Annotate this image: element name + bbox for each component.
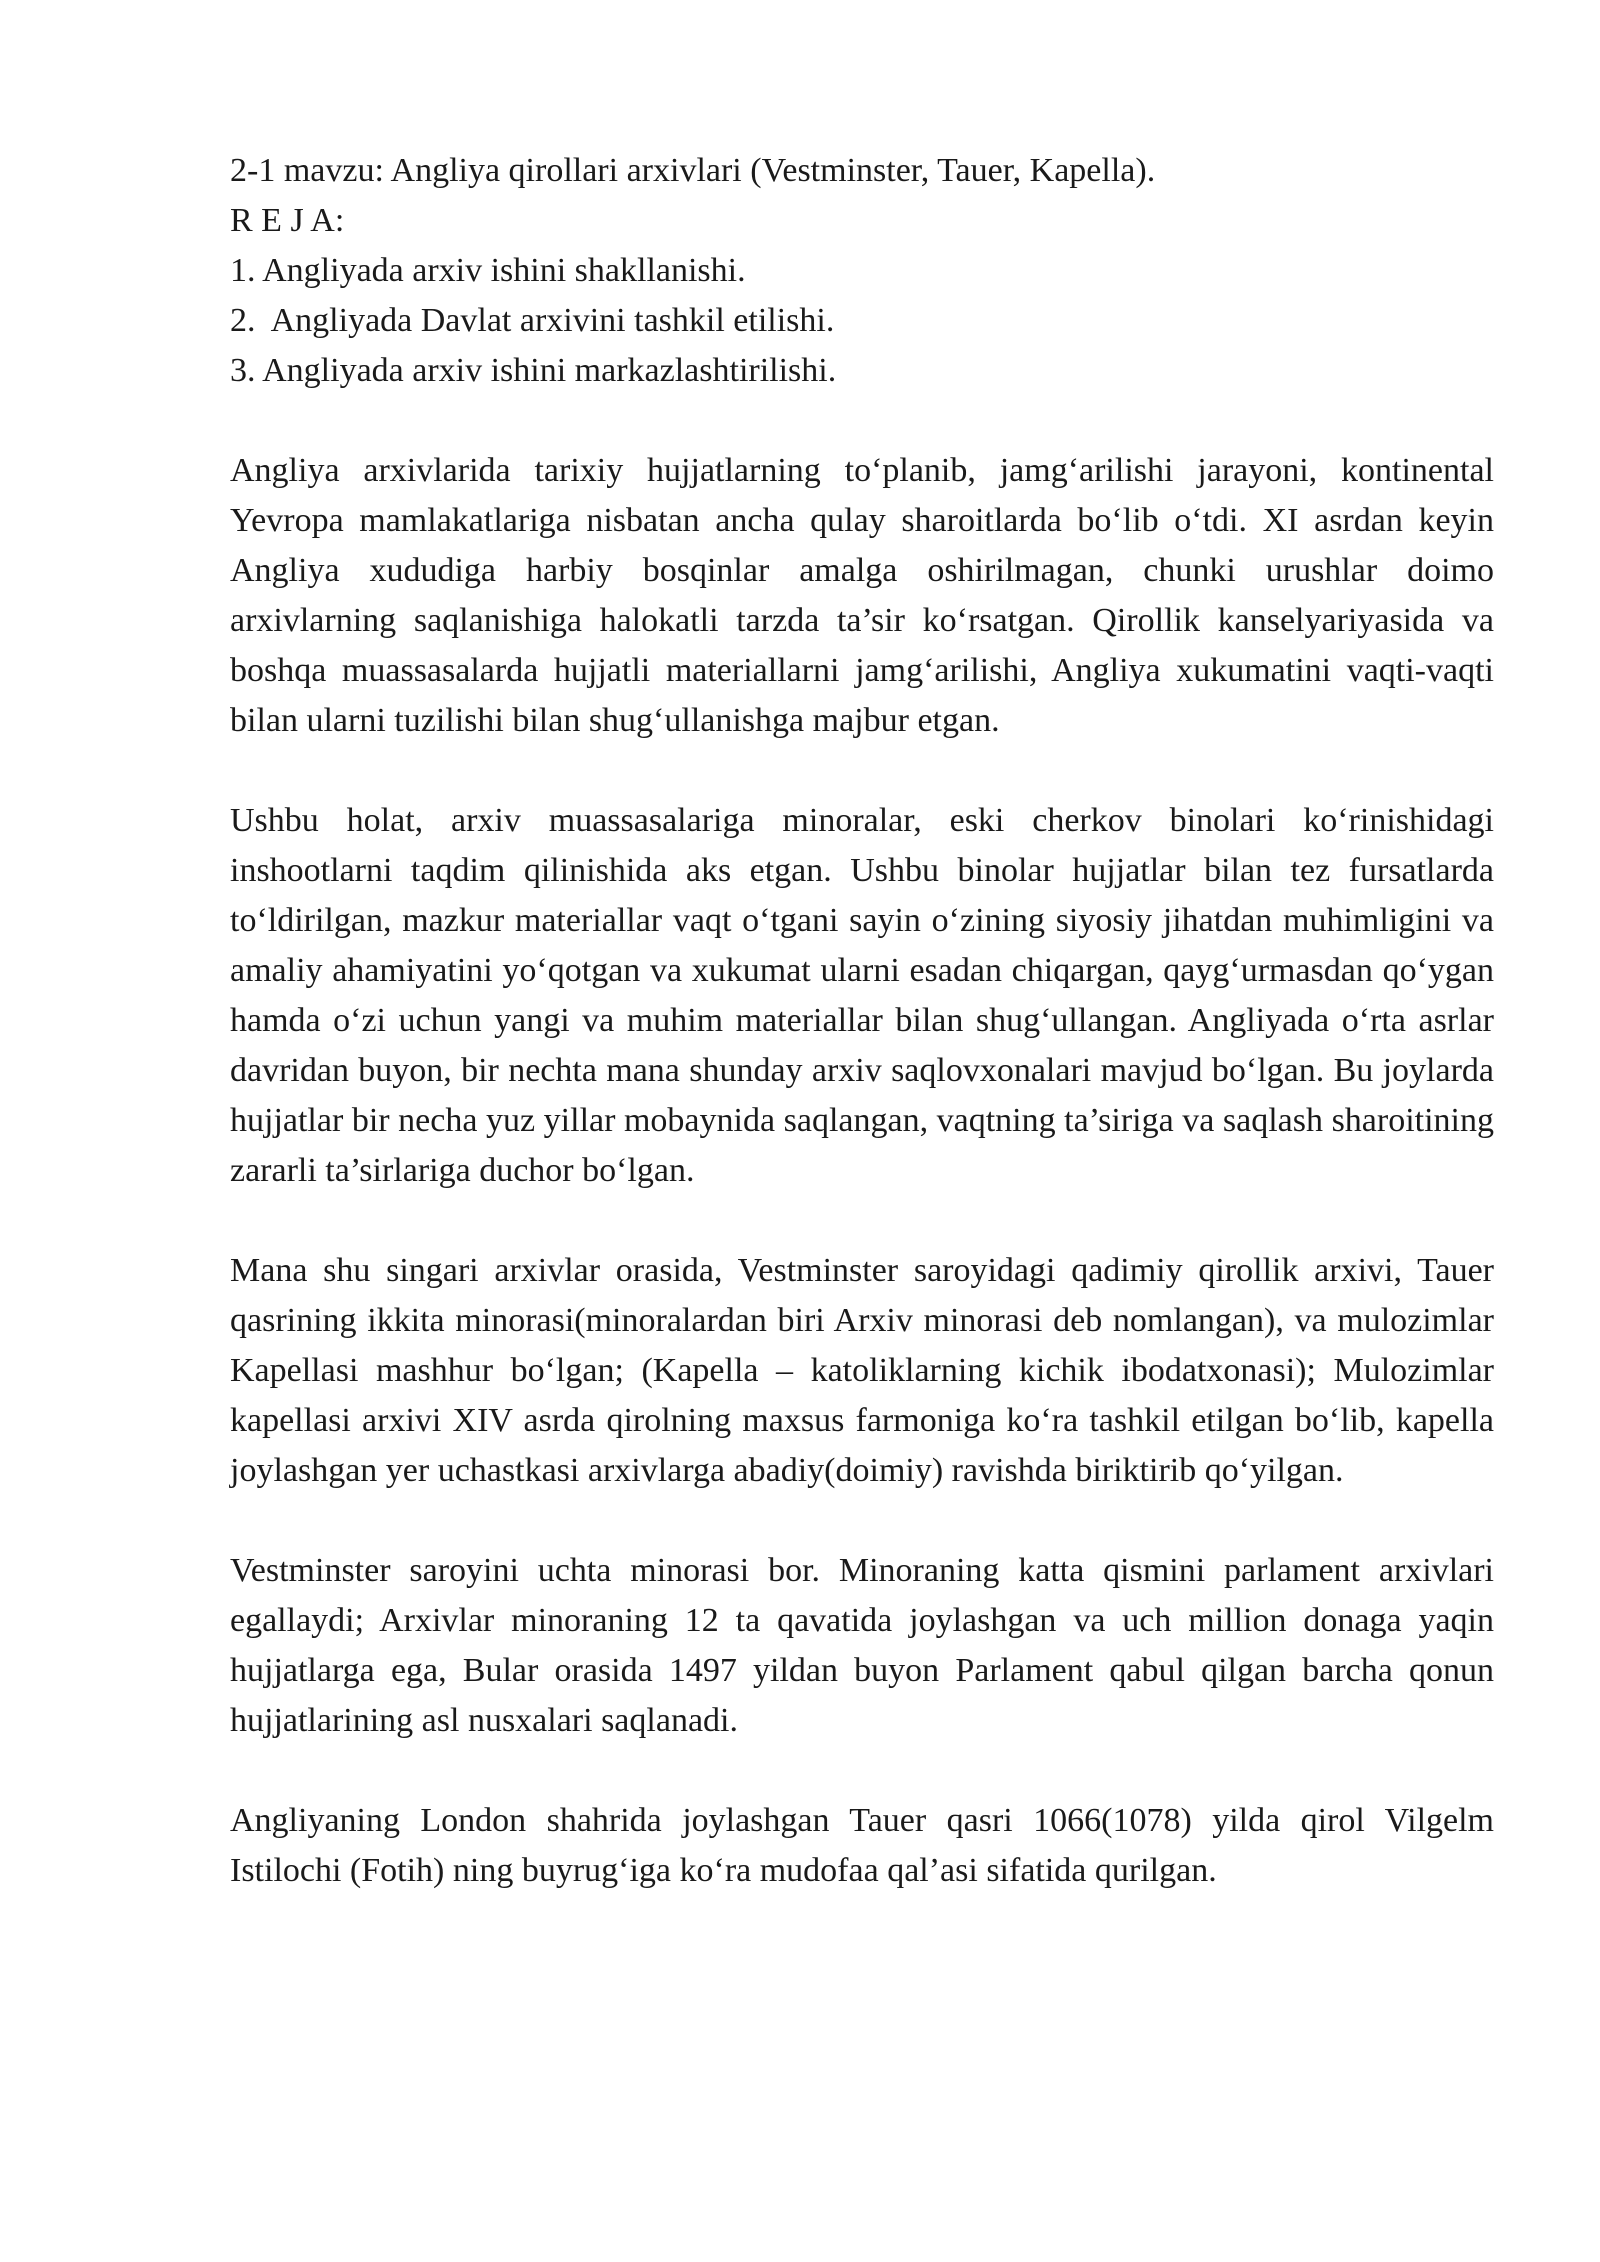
plan-list (230, 246, 1494, 396)
body-paragraph: Mana shu singari arxivlar orasida, Vestminster saroyidagi qadimiy qirollik arxivi, Tauer qasrining ikkita minorasi(minoralardan biri Arxiv minorasi deb nomlangan), va mulozimlar Kapellasi mashhur bo‘lgan; (Kapella – katoliklarning kichik ibodatxonasi); Mulozimlar kapellasi arxivi XIV asrda qirolning maxsus farmoniga ko‘ra tashkil etilgan bo‘lib, kapella joylashgan yer uchastkasi arxivlarga abadiy(doimiy) ravishda biriktirib qo‘yilgan. (230, 1252, 1494, 1489)
body-paragraph: Ushbu holat, arxiv muassasalariga minoralar, eski cherkov binolari ko‘rinishidagi inshootlarni taqdim qilinishida aks etgan. Ushbu binolar hujjatlar bilan tez fursatlarda to‘ldirilgan, mazkur materiallar vaqt o‘tgani sayin o‘zining siyosiy jihatdan muhimligini va amaliy ahamiyatini yo‘qotgan va xukumat ularni esadan chiqargan, qayg‘urmasdan qo‘ygan hamda o‘zi uchun yangi va muhim materiallar bilan shug‘ullangan. Angliyada o‘rta asrlar davridan buyon, bir nechta mana shunday arxiv saqlovxonalari mavjud bo‘lgan. Bu joylarda hujjatlar bir necha yuz yillar mobaynida saqlangan, vaqtning ta’siriga va saqlash sharoitining zararli ta’sirlariga duchor bo‘lgan. (230, 802, 1494, 1189)
body-paragraph: Angliyaning London shahrida joylashgan Tauer qasri 1066(1078) yilda qirol Vilgelm Istilochi (Fotih) ning buyrug‘iga ko‘ra mudofaa qal’asi sifatida qurilgan. (230, 1802, 1494, 1889)
body-paragraph: Angliya arxivlarida tarixiy hujjatlarning to‘planib, jamg‘arilishi jarayoni, kontinental Yevropa mamlakatlariga nisbatan ancha qulay sharoitlarda bo‘lib o‘tdi. XI asrdan keyin Angliya xududiga harbiy bosqinlar amalga oshirilmagan, chunki urushlar doimo arxivlarning saqlanishiga halokatli tarzda ta’sir ko‘rsatgan. Qirollik kanselyariyasida va boshqa muassasalarda hujjatli materiallarni jamg‘arilishi, Angliya xukumatini vaqti-vaqti bilan ularni tuzilishi bilan shug‘ullanishga majbur etgan. (230, 452, 1494, 739)
document-page (230, 146, 1494, 1896)
plan-item: 2. Angliyada Davlat arxivini tashkil etilishi. (230, 302, 835, 339)
document-title: 2-1 mavzu: Angliya qirollari arxivlari (Vestminster, Tauer, Kapella). (230, 152, 1156, 189)
plan-item: 1. Angliyada arxiv ishini shakllanishi. (230, 252, 746, 289)
plan-heading: R E J A: (230, 202, 345, 239)
body-paragraph: Vestminster saroyini uchta minorasi bor. Minoraning katta qismini parlament arxivlari egallaydi; Arxivlar minoraning 12 ta qavatida joylashgan va uch million donaga yaqin hujjatlarga ega, Bular orasida 1497 yildan buyon Parlament qabul qilgan barcha qonun hujjatlarining asl nusxalari saqlanadi. (230, 1552, 1494, 1739)
plan-item: 3. Angliyada arxiv ishini markazlashtirilishi. (230, 352, 837, 389)
